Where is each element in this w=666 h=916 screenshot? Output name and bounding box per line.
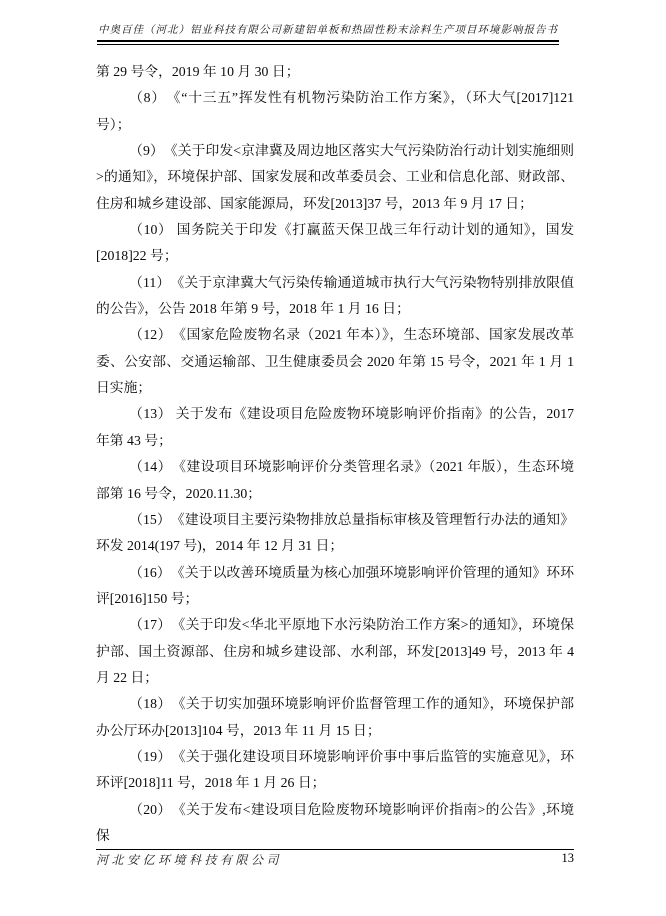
paragraph: （13） 关于发布《建设项目危险废物环境影响评价指南》的公告，2017 年第 43 号；	[96, 406, 574, 448]
paragraph: （11） 《关于京津冀大气污染传输通道城市执行大气污染物特别排放限值的公告》，公告 2018 年第 9 号，2018 年 1 月 16 日；	[96, 274, 574, 317]
page-header	[97, 22, 559, 45]
footer-company: 河北安亿环境科技有限公司	[96, 853, 283, 867]
paragraph: （12） 《国家危险废物名录（2021 年本）》，生态环境部、国家发展改革委、公安部、交通运输部、卫生健康委员会 2020 年第 15 号令，2021 年 1 月 1 日实施；	[96, 327, 574, 396]
paragraph: （19） 《关于强化建设项目环境影响评价事中事后监管的实施意见》，环环评[2018]11 号，2018 年 1 月 26 日；	[96, 748, 574, 791]
paragraph: （14） 《建设项目环境影响评价分类管理名录》（2021 年版），生态环境部第 16 号令，2020.11.30；	[96, 459, 574, 501]
paragraph: （16） 《关于以改善环境质量为核心加强环境影响评价管理的通知》环环评[2016]150 号；	[96, 564, 574, 606]
paragraph: （10） 国务院关于印发《打赢蓝天保卫战三年行动计划的通知》，国发[2018]22 号；	[96, 222, 574, 264]
paragraph: （9） 《关于印发<京津冀及周边地区落实大气污染防治行动计划实施细则>的通知》，环境保护部、国家发展和改革委员会、工业和信息化部、财政部、住房和城乡建设部、国家能源局，环发[2013]37 号，2013 年 9 月 17 日；	[96, 143, 574, 211]
header-rule	[97, 40, 559, 45]
document-body	[96, 59, 574, 849]
header-title: 中奥百佳（河北）铝业科技有限公司新建铝单板和热固性粉末涂料生产项目环境影响报告书	[98, 25, 558, 36]
paragraph: （17） 《关于印发<华北平原地下水污染防治工作方案>的通知》，环境保护部、国土资源部、住房和城乡建设部、水利部，环发[2013]49 号，2013 年 4 月 22 日；	[96, 617, 574, 685]
paragraph: （18） 《关于切实加强环境影响评价监督管理工作的通知》，环境保护部办公厅环办[2013]104 号，2013 年 11 月 15 日；	[96, 696, 574, 738]
paragraph: （20） 《关于发布<建设项目危险废物环境影响评价指南>的公告》,环境保	[96, 801, 574, 843]
page-number: 13	[561, 851, 574, 865]
paragraph: （15） 《建设项目主要污染物排放总量指标审核及管理暂行办法的通知》环发 2014(197 号)，2014 年 12 月 31 日；	[96, 511, 574, 554]
paragraph: （8） 《“十三五”挥发性有机物污染防治工作方案》，（环大气[2017]121 号）；	[96, 90, 574, 132]
page-footer	[96, 849, 574, 868]
paragraph: 第 29 号令，2019 年 10 月 30 日；	[96, 64, 300, 79]
footer-row	[96, 851, 574, 868]
